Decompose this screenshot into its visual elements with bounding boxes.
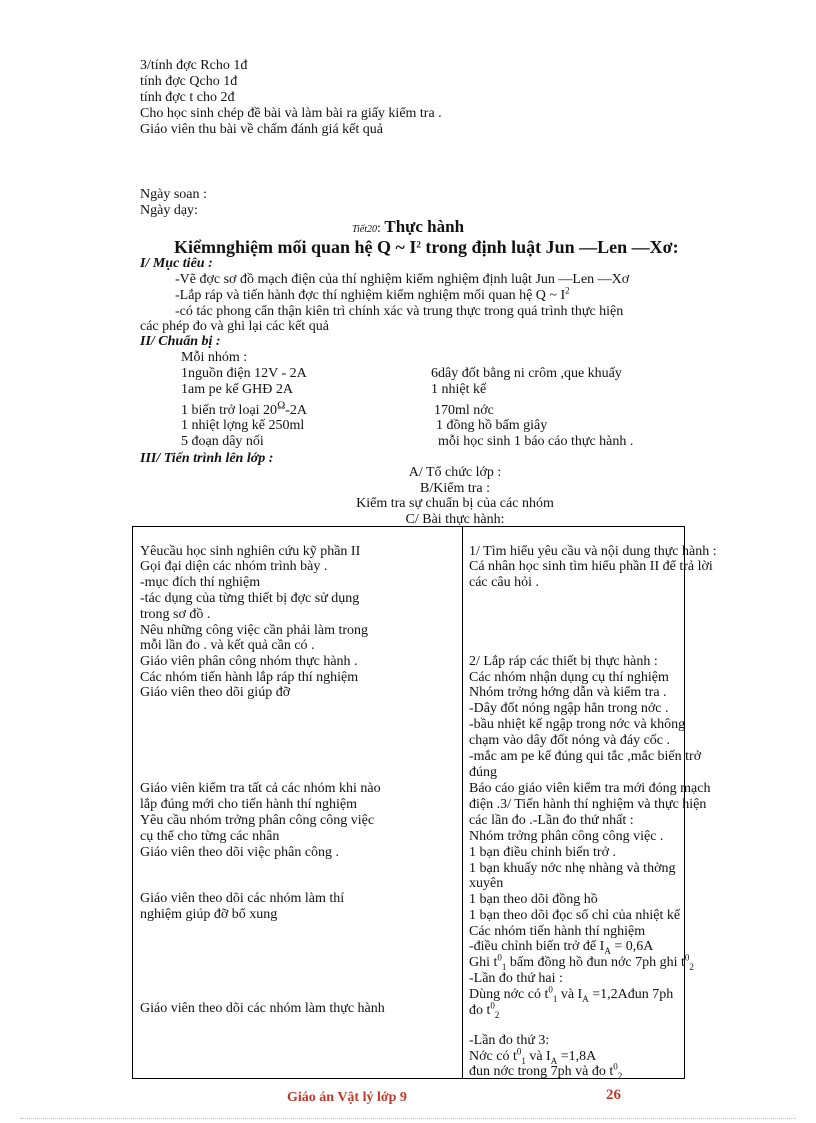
ohm-icon: Ω: [277, 399, 286, 412]
student-line: 2/ Lắp ráp các thiết bị thực hành :: [469, 654, 658, 669]
teacher-line: -mục đích thí nghiệm: [140, 575, 261, 590]
page-number: 26: [606, 1087, 621, 1103]
student-line: Cá nhân học sinh tìm hiểu phần II để trả lời: [469, 559, 713, 574]
equipment-3: 1am pe kế GHĐ 2A: [181, 382, 293, 397]
student-line: xuyên: [469, 876, 504, 891]
teacher-line: -tác dụng của từng thiết bị đợc sử dụng: [140, 591, 360, 606]
student-line: 1 bạn theo dõi đọc số chỉ của nhiệt kế: [469, 908, 681, 923]
date-prepared: Ngày soan :: [140, 187, 207, 202]
student-line: 1 bạn điều chỉnh biến trở .: [469, 845, 616, 860]
teacher-line: trong sơ đồ .: [140, 607, 211, 622]
student-line: Nhóm trởng hớng dẫn và kiểm tra .: [469, 685, 667, 700]
teacher-line: cụ thể cho từng các nhân: [140, 829, 280, 844]
teacher-line: lắp đúng mới cho tiến hành thí nghiệm: [140, 797, 357, 812]
footer-title: Giáo án Vật lý lớp 9: [287, 1090, 407, 1105]
lesson-subtitle: Kiểmnghiệm mối quan hệ Q ~ $I^2$ trong định luật Jun —Len —Xơ:: [174, 237, 679, 257]
teacher-line: mỗi lần đo . và kết quả cần có .: [140, 638, 315, 653]
measure-2-record: đo $t^0_2$: [469, 1000, 500, 1020]
top-line-5: Giáo viên thu bài về chấm đánh giá kết quả: [140, 122, 383, 137]
teacher-line: Giáo viên theo dõi việc phân công .: [140, 845, 340, 860]
activity-table: [132, 526, 717, 1081]
teacher-line: Nêu những công việc cần phải làm trong: [140, 623, 369, 638]
measure-1-record: Ghi $t^0_1$ bấm đồng hồ đun nớc 7ph ghi $t^0_2$: [469, 952, 694, 972]
equipment-4: 1 nhiệt kế: [431, 382, 487, 397]
equipment-8: 1 đồng hồ bấm giây: [436, 418, 548, 433]
objective-3-cont: các phép đo và ghi lại các kết quả: [140, 319, 329, 334]
footer-rule: [20, 1118, 796, 1119]
teacher-line: Yêu cầu nhóm trởng phân công công việc: [140, 813, 375, 828]
equipment-1: 1nguồn điện 12V - 2A: [181, 366, 307, 381]
teacher-line: Giáo viên theo dõi các nhóm làm thí: [140, 891, 345, 906]
teacher-line: Giáo viên phân công nhóm thực hành .: [140, 654, 358, 669]
lesson-title: Tiết20: Thực hành: [351, 217, 465, 236]
student-line: -Dây đốt nóng ngập hẳn trong nớc .: [469, 701, 669, 716]
equipment-7: 1 nhiệt lợng kế 250ml: [181, 418, 305, 433]
section-preparation-heading: II/ Chuẩn bị :: [140, 334, 221, 349]
table-divider: [462, 527, 463, 1078]
date-taught: Ngày dạy:: [140, 203, 198, 218]
student-line: Nhóm trởng phân công công việc .: [469, 829, 664, 844]
student-line: Các nhóm nhận dụng cụ thí nghiệm: [469, 670, 669, 685]
top-line-3: tính đợc t cho 2đ: [140, 90, 235, 105]
section-objectives-heading: I/ Mục tiêu :: [140, 256, 213, 271]
objective-3: -có tác phong cẩn thận kiên trì chính xác và trung thực trong quá trình thực hiện: [175, 304, 624, 319]
group-label: Mỗi nhóm :: [181, 350, 248, 365]
student-line: 1/ Tìm hiểu yêu cầu và nội dung thực hành :: [469, 544, 717, 559]
equipment-2: 6dây đốt bằng ni crôm ,que khuấy: [431, 366, 622, 381]
objective-1: -Vẽ đợc sơ đồ mạch điện của thí nghiệm kiểm nghiệm định luật Jun —Len —Xơ: [175, 272, 630, 287]
step-b: B/Kiểm tra :: [420, 481, 490, 496]
student-line: các câu hỏi .: [469, 575, 539, 590]
student-line: 1 bạn theo dõi đồng hồ: [469, 892, 598, 907]
equipment-9: 5 đoạn dây nối: [181, 434, 264, 449]
student-line: đúng: [469, 765, 497, 780]
student-line: điện .3/ Tiến hành thí nghiệm và thực hiện: [469, 797, 707, 812]
student-line: Báo cáo giáo viên kiểm tra mới đóng mạch: [469, 781, 711, 796]
step-b-detail: Kiểm tra sự chuẩn bị của các nhóm: [356, 496, 554, 511]
top-line-2: tính đợc Qcho 1đ: [140, 74, 238, 89]
teacher-line: Yêucầu học sinh nghiên cứu kỹ phần II: [140, 544, 361, 559]
student-line: chạm vào dây đốt nóng và đáy cốc .: [469, 733, 670, 748]
teacher-line: Giáo viên kiểm tra tất cả các nhóm khi nào: [140, 781, 381, 796]
equipment-5: 1 biến trở loại $20^\Omega-2A$: [181, 399, 308, 418]
teacher-line: Giáo viên theo dõi các nhóm làm thực hành: [140, 1001, 385, 1016]
measure-3-step: Nớc có $t^0_1$ và $I_A =1,8A$: [469, 1046, 597, 1066]
top-line-4: Cho học sinh chép đề bài và làm bài ra giấy kiểm tra .: [140, 106, 442, 121]
teacher-line: Các nhóm tiến hành lắp ráp thí nghiệm: [140, 670, 359, 685]
step-a: A/ Tổ chức lớp :: [408, 465, 502, 480]
teacher-line: Gọi đại diện các nhóm trình bày .: [140, 559, 328, 574]
student-line: -bầu nhiệt kế ngập trong nớc và không: [469, 717, 686, 732]
measure-1-step: -điều chỉnh biến trở để $I_A = 0,6A$: [469, 939, 654, 956]
student-line: -Lần đo thứ hai :: [469, 971, 563, 986]
student-line: Các nhóm tiến hành thí nghiệm: [469, 924, 646, 939]
student-line: 1 bạn khuấy nớc nhẹ nhàng và thờng: [469, 861, 676, 876]
objective-2: -Lắp ráp và tiến hành đợc thí nghiệm kiểm nghiệm mối quan hệ Q ~ $I^2$: [175, 285, 570, 303]
teacher-line: Giáo viên theo dõi giúp đỡ: [140, 685, 291, 700]
step-c: C/ Bài thực hành:: [405, 512, 505, 527]
student-line: -Lần đo thứ 3:: [469, 1033, 550, 1048]
equipment-6: 170ml nớc: [434, 403, 494, 418]
top-line-1: 3/tính đợc Rcho 1đ: [140, 58, 248, 73]
measure-3-record: đun nớc trong 7ph và đo $t^0_2$: [469, 1061, 623, 1081]
section-process-heading: III/ Tiến trình lên lớp :: [140, 451, 274, 466]
equipment-10: mỗi học sinh 1 báo cáo thực hành .: [438, 434, 634, 449]
measure-2-step: Dùng nớc có $t^0_1$ và $I_A$ =1,2Ađun 7ph: [469, 984, 674, 1004]
teacher-line: nghiệm giúp đỡ bổ xung: [140, 907, 278, 922]
student-line: các lần đo .-Lần đo thứ nhất :: [469, 813, 634, 828]
student-line: -mắc am pe kế đúng qui tắc ,mắc biến trở: [469, 749, 702, 764]
